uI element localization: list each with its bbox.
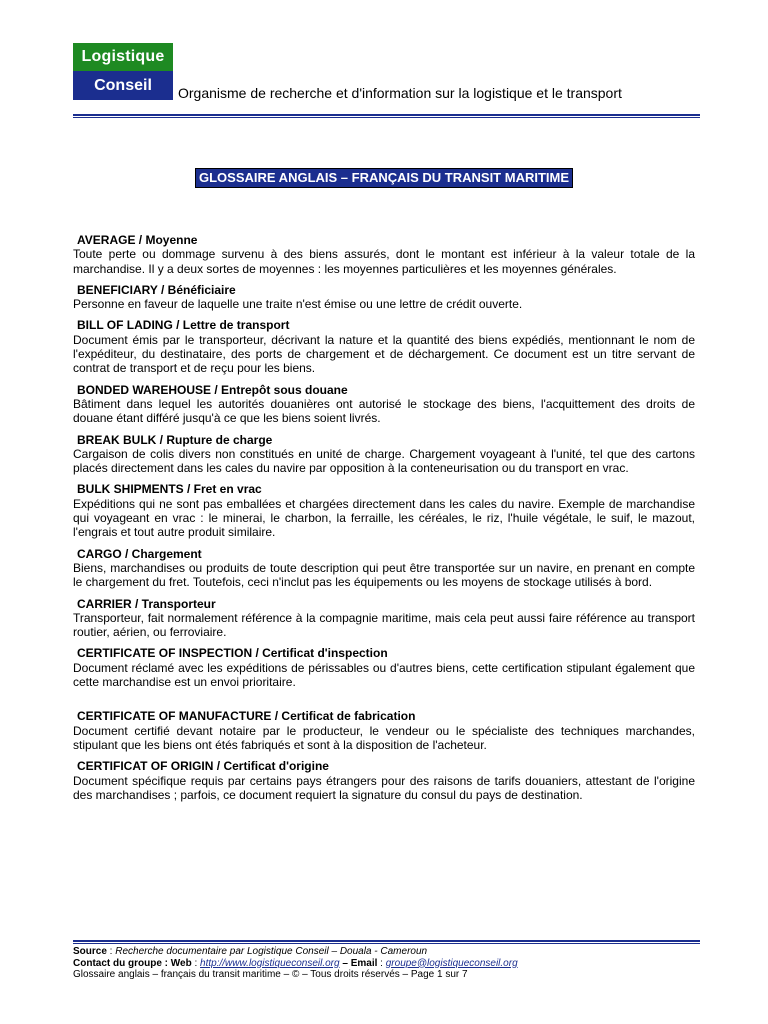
page-footer	[73, 940, 700, 981]
email-separator: –	[339, 957, 351, 969]
footer-divider	[73, 940, 700, 944]
email-colon: :	[377, 957, 386, 969]
glossary-entry	[73, 233, 695, 276]
entry-definition: Document émis par le transporteur, décrivant la nature et la quantité des biens expédiés, mentionnant le nom de l'expéditeur, du destinataire, des ports de chargement et de déchargement. Ce document est un titre servant de contrat de transport et de reçu pour les biens.	[73, 332, 695, 376]
entry-definition: Bâtiment dans lequel les autorités douanières ont autorisé le stockage des biens, l'acquittement des droits de douane étant différé jusqu'à ce que les biens soient livrés.	[73, 396, 695, 426]
email-link[interactable]: groupe@logistiqueconseil.org	[385, 957, 518, 969]
glossary-entry	[73, 433, 695, 476]
header-tagline: Organisme de recherche et d'information sur la logistique et le transport	[178, 85, 622, 101]
entry-term: BONDED WAREHOUSE / Entrepôt sous douane	[77, 382, 348, 397]
glossary-entry	[73, 318, 695, 375]
entry-definition: Biens, marchandises ou produits de toute description qui peut être transportée sur un navire, en prenant en compte le chargement du fret. Toutefois, ceci n'inclut pas les équipements ou les moyens de stockage utilisés à bord.	[73, 560, 695, 590]
footer-copyright: Glossaire anglais – français du transit maritime – © – Tous droits réservés – Page 1 sur 7	[73, 969, 468, 980]
email-label: Email	[350, 957, 378, 969]
entry-term: BULK SHIPMENTS / Fret en vrac	[77, 482, 262, 497]
entry-definition: Transporteur, fait normalement référence à la compagnie maritime, mais cela peut aussi faire référence au transport routier, aérien, ou ferroviaire.	[73, 610, 695, 640]
entry-term: CARRIER / Transporteur	[77, 596, 216, 611]
entry-definition: Expéditions qui ne sont pas emballées et chargées directement dans les cales du navire. Exemple de marchandise qui voyageant en vrac : le minerai, le charbon, la ferraille, les céréales, le riz, l'huile végétale, le suif, le mazout, l'engrais et tout autre produit similaire.	[73, 496, 695, 540]
glossary-entry	[73, 759, 695, 802]
entry-term: BENEFICIARY / Bénéficiaire	[77, 282, 236, 297]
entry-term: CERTIFICAT OF ORIGIN / Certificat d'origine	[77, 759, 329, 774]
footer-source-line	[73, 946, 700, 958]
header-divider	[73, 114, 700, 118]
entry-term: AVERAGE / Moyenne	[77, 233, 198, 247]
logo-bottom-text: Conseil	[73, 71, 173, 100]
glossary-list	[73, 233, 695, 809]
website-link[interactable]: http://www.logistiqueconseil.org	[200, 957, 340, 969]
glossary-entry	[73, 597, 695, 640]
glossary-entry	[73, 547, 695, 590]
entry-term: CARGO / Chargement	[77, 546, 202, 561]
entry-term: BREAK BULK / Rupture de charge	[77, 432, 273, 447]
entry-term: CERTIFICATE OF INSPECTION / Certificat d'inspection	[77, 646, 388, 661]
entry-definition: Document spécifique requis par certains pays étrangers pour des raisons de tarifs douaniers, attestant de l'origine des marchandises ; parfois, ce document requiert la signature du consul du pays de destination.	[73, 773, 695, 802]
footer-contact-line	[73, 958, 700, 970]
entry-definition: Cargaison de colis divers non constitués en unité de charge. Chargement voyageant à l'unité, tel que des cartons placés directement dans les cales du navire par opposition à la conteneurisation ou du transport en vrac.	[73, 446, 695, 476]
entry-term: CERTIFICATE OF MANUFACTURE / Certificat de fabrication	[77, 709, 416, 724]
source-label: Source	[73, 946, 107, 957]
source-text: Recherche documentaire par Logistique Conseil – Douala - Cameroun	[115, 946, 428, 957]
entry-definition: Toute perte ou dommage survenu à des biens assurés, dont le montant est inférieur à la valeur totale de la marchandise. Il y a deux sortes de moyennes : les moyennes particulières et les moyennes générales.	[73, 247, 695, 276]
glossary-entry	[73, 646, 695, 689]
entry-definition: Document certifié devant notaire par le producteur, le vendeur ou le spécialiste des techniques marchandes, stipulant que les biens ont étés fabriqués et sont à la disposition de l'acheteur.	[73, 723, 695, 752]
document-title: GLOSSAIRE ANGLAIS – FRANÇAIS DU TRANSIT MARITIME	[195, 168, 573, 188]
logo-top-text: Logistique	[73, 43, 173, 71]
title-container	[0, 168, 768, 188]
logistique-conseil-logo	[73, 43, 173, 100]
contact-label: Contact du groupe : Web	[73, 957, 192, 969]
entry-term: BILL OF LADING / Lettre de transport	[77, 318, 290, 333]
entry-definition: Document réclamé avec les expéditions de périssables ou d'autres biens, cette certification stipulant également que cette marchandise est un envoi prioritaire.	[73, 660, 695, 690]
glossary-entry	[73, 383, 695, 426]
glossary-entry	[73, 709, 695, 752]
contact-separator: :	[191, 957, 201, 969]
glossary-entry	[73, 283, 695, 312]
entry-definition: Personne en faveur de laquelle une traite n'est émise ou une lettre de crédit ouverte.	[73, 297, 523, 312]
source-separator: :	[106, 946, 116, 957]
glossary-entry	[73, 482, 695, 539]
